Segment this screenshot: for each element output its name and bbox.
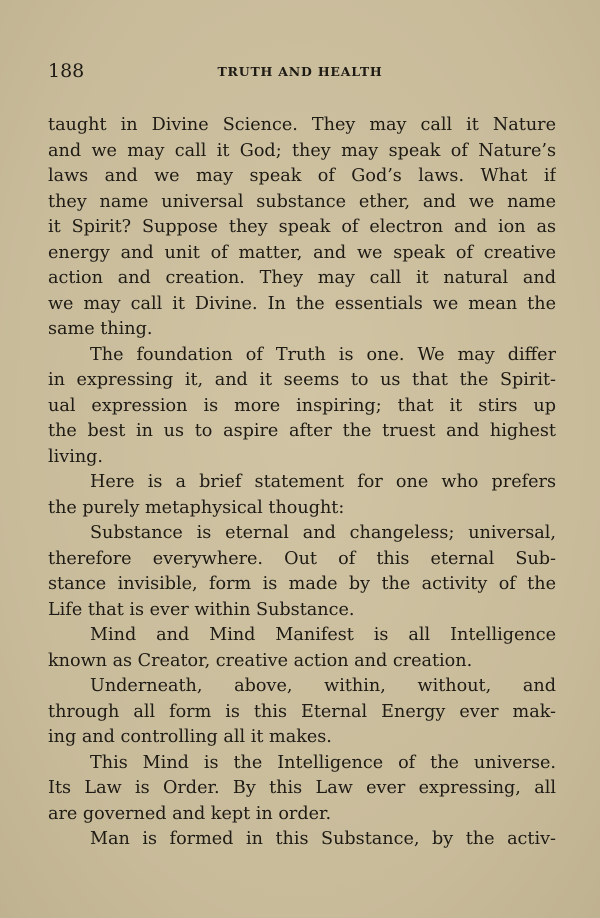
page-body-text xyxy=(48,113,556,853)
text-line: Life that is ever within Substance. xyxy=(48,599,355,620)
text-line: it Spirit? Suppose they speak of electron and ion as xyxy=(48,217,556,237)
text-line: they name universal substance ether, and we name xyxy=(48,191,556,212)
text-line: ing and controlling all it makes. xyxy=(48,727,332,747)
text-line: the purely metaphysical thought: xyxy=(48,497,345,518)
text-line: Substance is eternal and changeless; universal, xyxy=(90,523,556,543)
text-line: in expressing it, and it seems to us that the Spirit- xyxy=(48,370,556,390)
text-line: known as Creator, creative action and creation. xyxy=(48,650,473,671)
text-line: Man is formed in this Substance, by the activ- xyxy=(90,829,556,849)
text-line: action and creation. They may call it natural and xyxy=(48,268,556,288)
text-line: ual expression is more inspiring; that it stirs up xyxy=(48,395,556,416)
text-line: and we may call it God; they may speak of Nature’s xyxy=(48,140,556,161)
text-line: we may call it Divine. In the essentials we mean the xyxy=(48,293,556,314)
text-line: taught in Divine Science. They may call it Nature xyxy=(48,115,556,135)
text-line: Its Law is Order. By this Law ever expressing, all xyxy=(48,778,556,798)
text-line: stance invisible, form is made by the activity of the xyxy=(48,574,556,594)
page-number: 188 xyxy=(48,60,85,82)
text-line: the best in us to aspire after the truest and highest xyxy=(48,421,556,441)
running-title: TRUTH AND HEALTH xyxy=(217,64,383,79)
text-line: are governed and kept in order. xyxy=(48,803,332,824)
text-line: Mind and Mind Manifest is all Intelligence xyxy=(90,625,556,645)
text-line: Underneath, above, within, without, and xyxy=(90,676,556,696)
text-line: Here is a brief statement for one who prefers xyxy=(90,472,556,492)
text-line: The foundation of Truth is one. We may differ xyxy=(90,344,556,365)
text-line: same thing. xyxy=(48,319,153,339)
text-line: living. xyxy=(48,446,104,467)
text-line: through all form is this Eternal Energy ever mak- xyxy=(48,701,556,722)
text-line: This Mind is the Intelligence of the universe. xyxy=(90,752,556,773)
text-line: laws and we may speak of God’s laws. What if xyxy=(48,166,556,186)
text-line: therefore everywhere. Out of this eternal Sub- xyxy=(48,548,556,569)
text-line: energy and unit of matter, and we speak of creative xyxy=(48,242,556,263)
